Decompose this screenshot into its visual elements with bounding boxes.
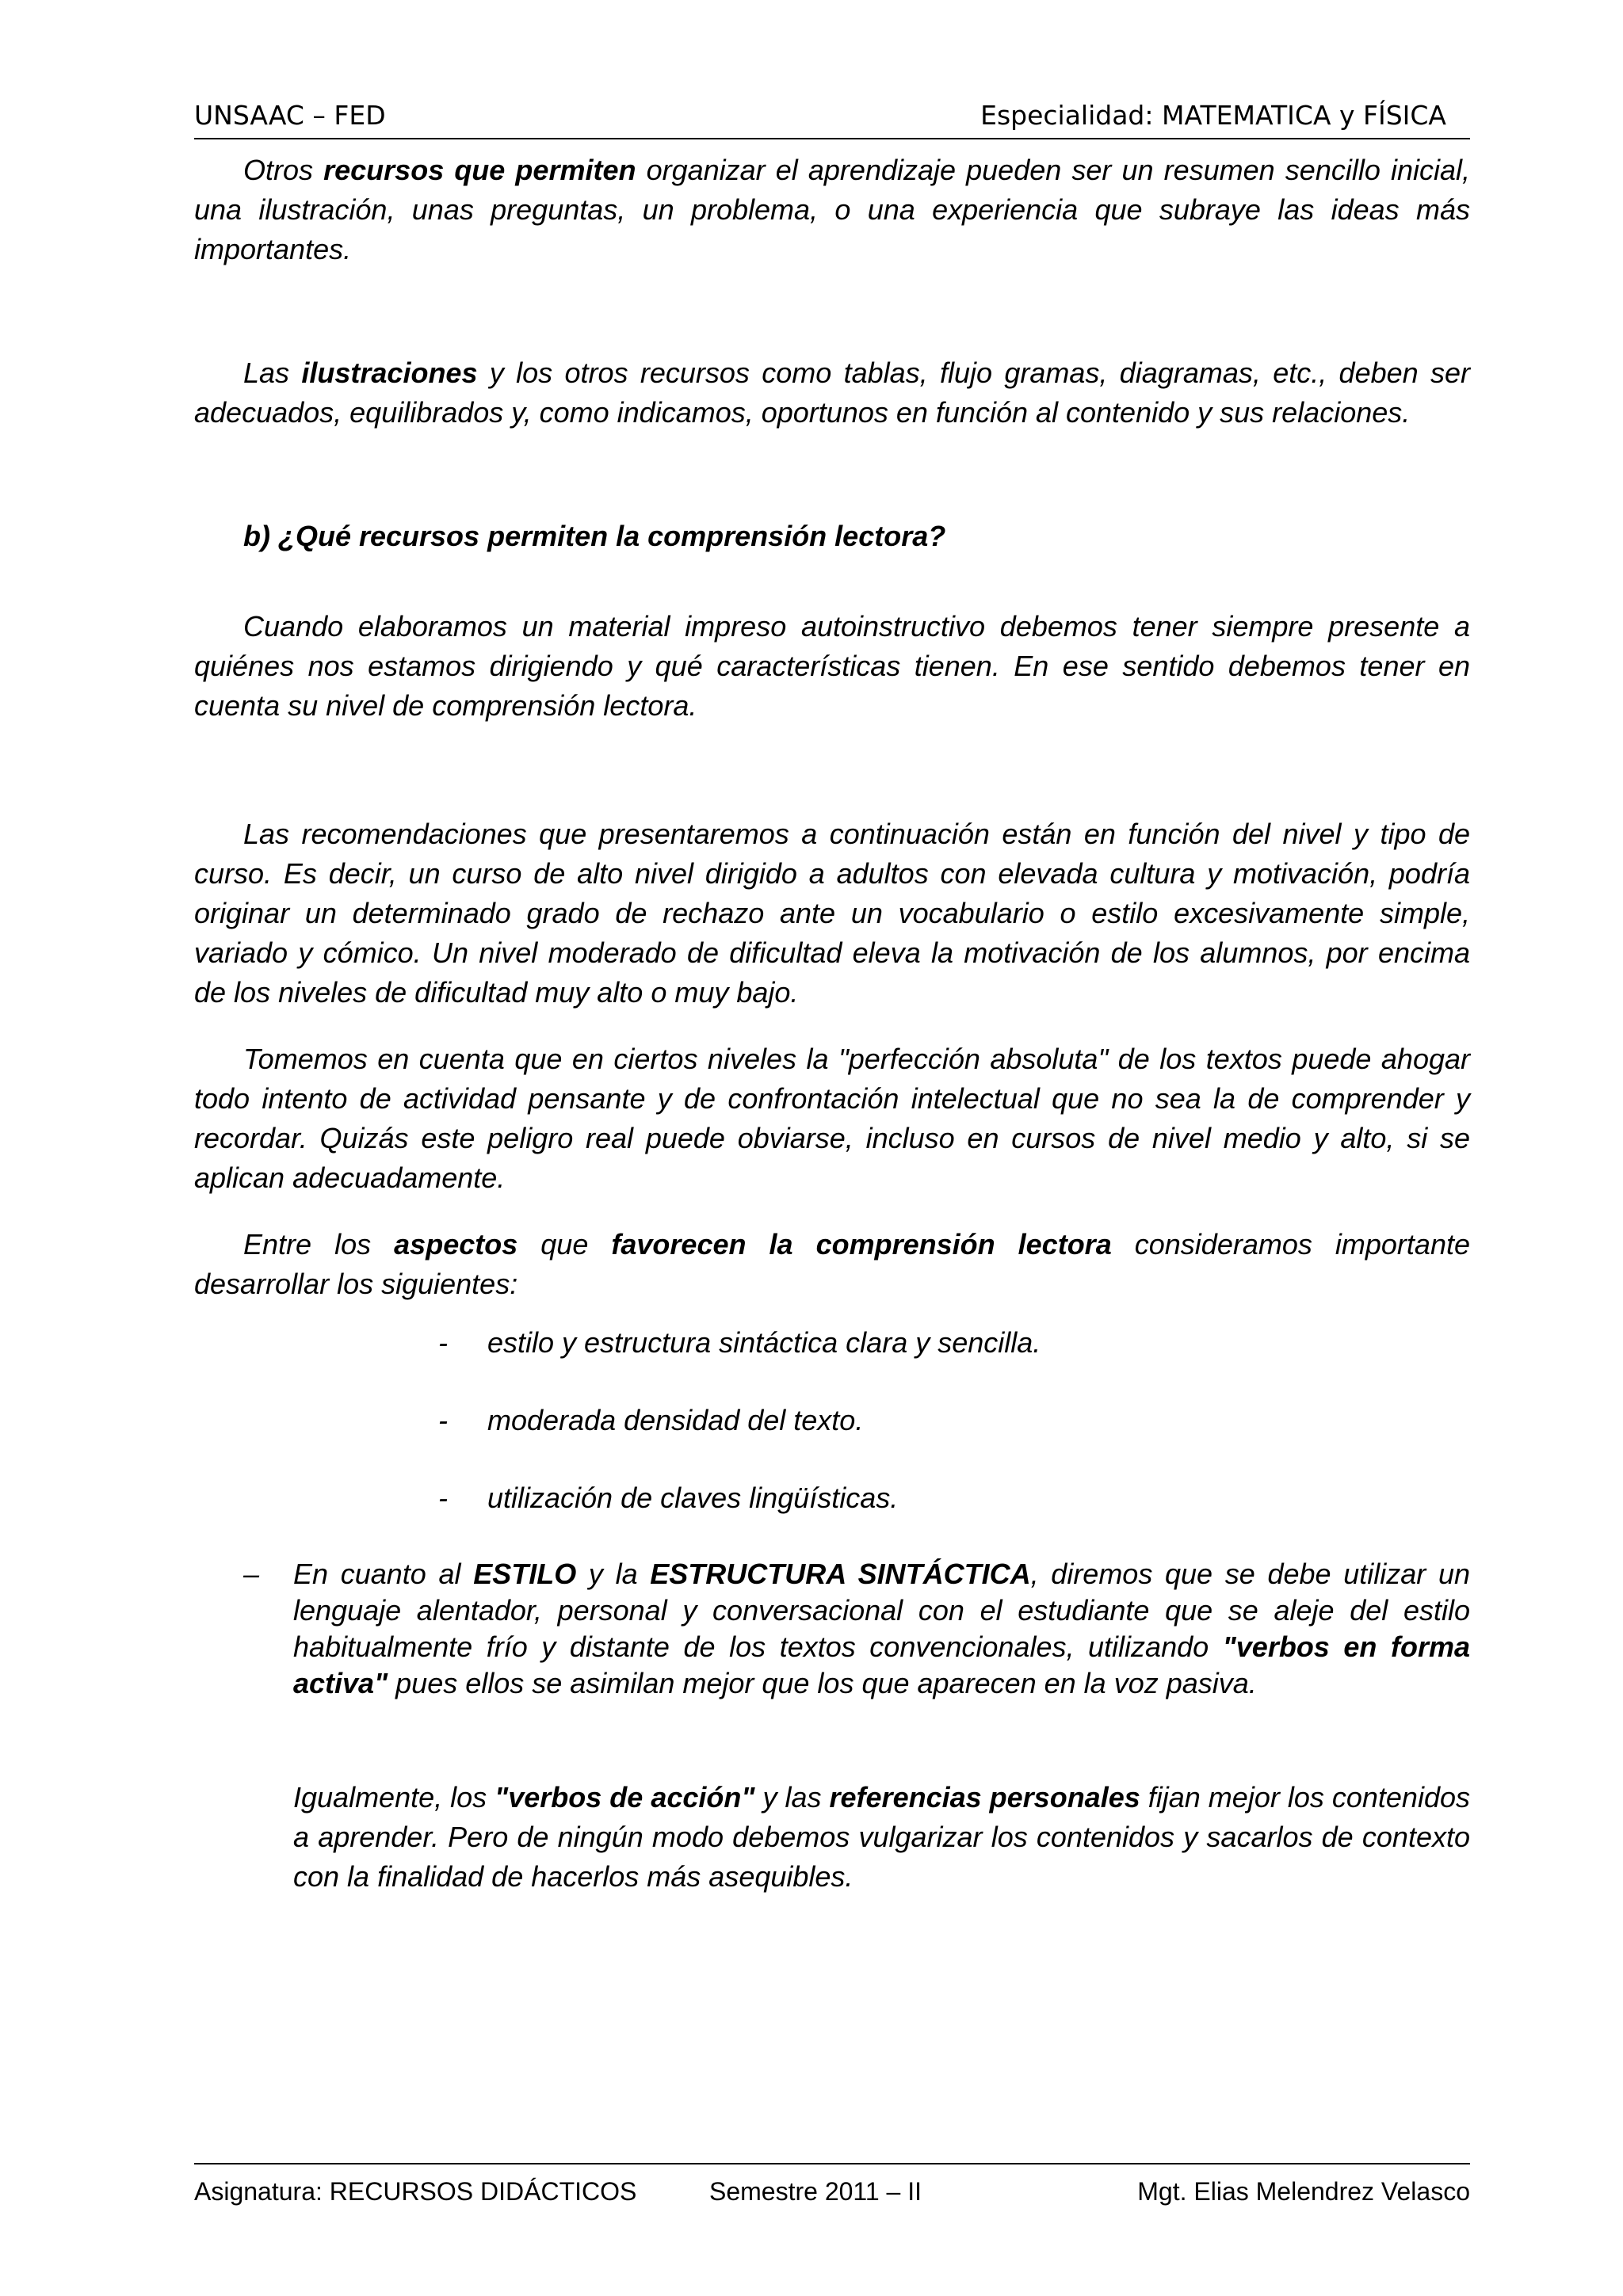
text-run: Entre los (243, 1228, 395, 1261)
header-institution: UNSAAC – FED (194, 100, 386, 131)
paragraph-aspectos (194, 1225, 1470, 1304)
paragraph-recomendaciones: Las recomendaciones que presentaremos a continuación están en función del nivel y tipo de curso. Es decir, un curso de alto nivel dirigido a adultos con elevada cultura y motivación, podría originar un determinado grado de rechazo ante un vocabulario o estilo excesivamente simple, variado y cómico. Un nivel moderado de dificultad eleva la motivación de los alumnos, por encima de los niveles de dificultad muy alto o muy bajo. (194, 818, 1470, 1009)
document-body (194, 151, 1470, 1897)
dash-marker: - (438, 1326, 448, 1359)
paragraph-verbos-accion (293, 1778, 1470, 1897)
text-run: En cuanto al (293, 1558, 474, 1590)
paragraph-otros-recursos (194, 151, 1470, 269)
list-item-text: utilización de claves lingüísticas. (487, 1482, 899, 1514)
list-item-text: estilo y estructura sintáctica clara y sencilla. (487, 1326, 1041, 1359)
text-run: que (517, 1228, 612, 1261)
text-run: organizar el aprendizaje pueden ser un resumen sencillo inicial, una ilustración, unas preguntas, un problema, o una experiencia que subraye las ideas más importantes. (194, 154, 1471, 265)
bullet-marker: – (243, 1558, 260, 1590)
text-run: Otros (243, 154, 324, 186)
text-run: fijan mejor los contenidos a aprender. Pero de ningún modo debemos vulgarizar los contenidos y sacarlos de contexto con la finalidad de hacerlos más asequibles. (293, 1781, 1470, 1893)
text-run: consideramos importante desarrollar los siguientes: (194, 1228, 1470, 1300)
bold-run: ESTILO (473, 1558, 577, 1590)
paragraph-ilustraciones (194, 353, 1470, 433)
footer-course: Asignatura: RECURSOS DIDÁCTICOS (194, 2177, 637, 2206)
bold-run: aspectos (394, 1228, 518, 1261)
dash-marker: - (438, 1482, 448, 1514)
bold-run: referencias personales (829, 1781, 1140, 1814)
text-run: y los otros recursos como tablas, flujo gramas, diagramas, etc., deben ser adecuados, equilibrados y, como indicamos, oportunos en función al contenido y sus relaciones. (194, 357, 1471, 429)
text-run: Las (243, 357, 302, 389)
bold-run: "verbos de acción" (495, 1781, 755, 1814)
paragraph-material-impreso: Cuando elaboramos un material impreso autoinstructivo debemos tener siempre presente a quiénes nos estamos dirigiendo y qué características tienen. En ese sentido debemos tener en cuenta su nivel de comprensión lectora. (194, 610, 1470, 722)
text-run: Igualmente, los (293, 1781, 495, 1814)
bold-run: "verbos en forma activa" (293, 1630, 1470, 1699)
header-specialty: Especialidad: MATEMATICA y FÍSICA (980, 100, 1446, 131)
page-header (194, 93, 1470, 139)
text-run: y la (576, 1558, 651, 1590)
bold-run: ESTRUCTURA SINTÁCTICA (650, 1558, 1031, 1590)
list-item (194, 1323, 1470, 1363)
aspects-list (194, 1323, 1470, 1518)
text-run: , diremos que se debe utilizar un lenguaje alentador, personal y conversacional con el estudiante que se aleje del estilo habitualmente frío y distante de los textos convencionales, utilizando (293, 1558, 1470, 1663)
bold-run: favorecen la comprensión lectora (611, 1228, 1112, 1261)
text-run: y las (754, 1781, 830, 1814)
bold-run: recursos que permiten (323, 154, 636, 186)
text-run: pues ellos se asimilan mejor que los que aparecen en la voz pasiva. (388, 1667, 1257, 1699)
paragraph-perfeccion-absoluta: Tomemos en cuenta que en ciertos niveles la "perfección absoluta" de los textos puede ahogar todo intento de actividad pensante y de confrontación intelectual que no sea la de comprender y recordar. Quizás este peligro real puede obviarse, incluso en cursos de nivel medio y alto, si se aplican adecuadamente. (194, 1043, 1470, 1194)
bullet-estilo (194, 1556, 1470, 1702)
list-item-text: moderada densidad del texto. (487, 1404, 864, 1436)
footer-author: Mgt. Elias Melendrez Velasco (1137, 2177, 1470, 2206)
footer-semester: Semestre 2011 – II (709, 2177, 922, 2206)
page-footer (194, 2163, 1470, 2212)
list-item (194, 1478, 1470, 1518)
list-item (194, 1401, 1470, 1440)
section-question-heading: b) ¿Qué recursos permiten la comprensión lectora? (243, 520, 946, 552)
dash-marker: - (438, 1404, 448, 1436)
bold-run: ilustraciones (301, 357, 478, 389)
